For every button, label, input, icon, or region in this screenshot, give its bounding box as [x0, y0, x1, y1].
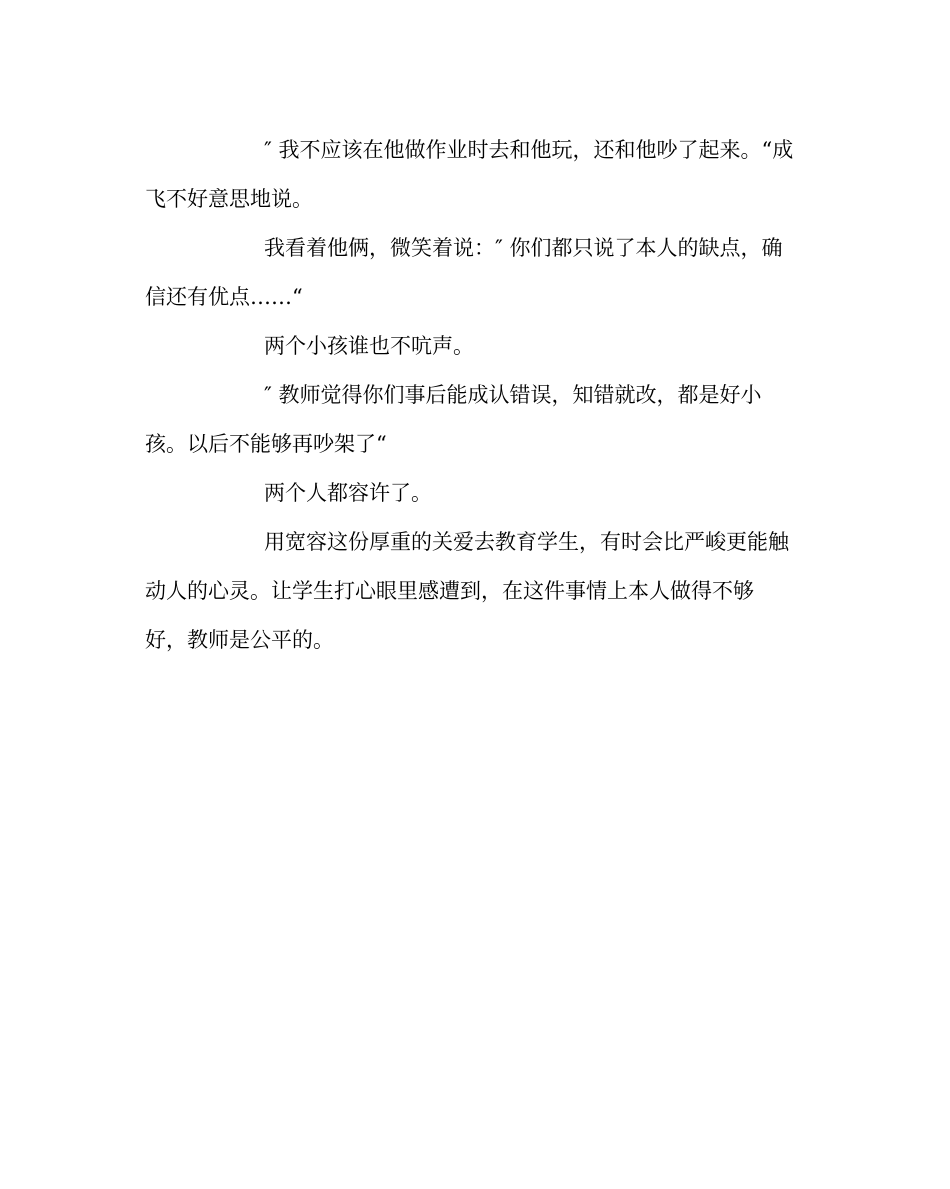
body-text	[145, 126, 795, 665]
paragraph-5: 两个人都容许了。	[264, 481, 432, 505]
paragraph-1: ″ 我不应该在他做作业时去和他玩，还和他吵了起来。“成飞不好意思地说。	[145, 138, 794, 211]
paragraph-6: 用宽容这份厚重的关爱去教育学生，有时会比严峻更能触动人的心灵。让学生打心眼里感遭到，在这件事情上本人做得不够好，教师是公平的。	[145, 530, 789, 652]
paragraph-3: 两个小孩谁也不吭声。	[264, 334, 474, 358]
paragraph-4: ″ 教师觉得你们事后能成认错误，知错就改，都是好小孩。以后不能够再吵架了“	[145, 383, 762, 456]
paragraph-2: 我看着他俩，微笑着说：″ 你们都只说了本人的缺点，确信还有优点……“	[145, 236, 783, 309]
